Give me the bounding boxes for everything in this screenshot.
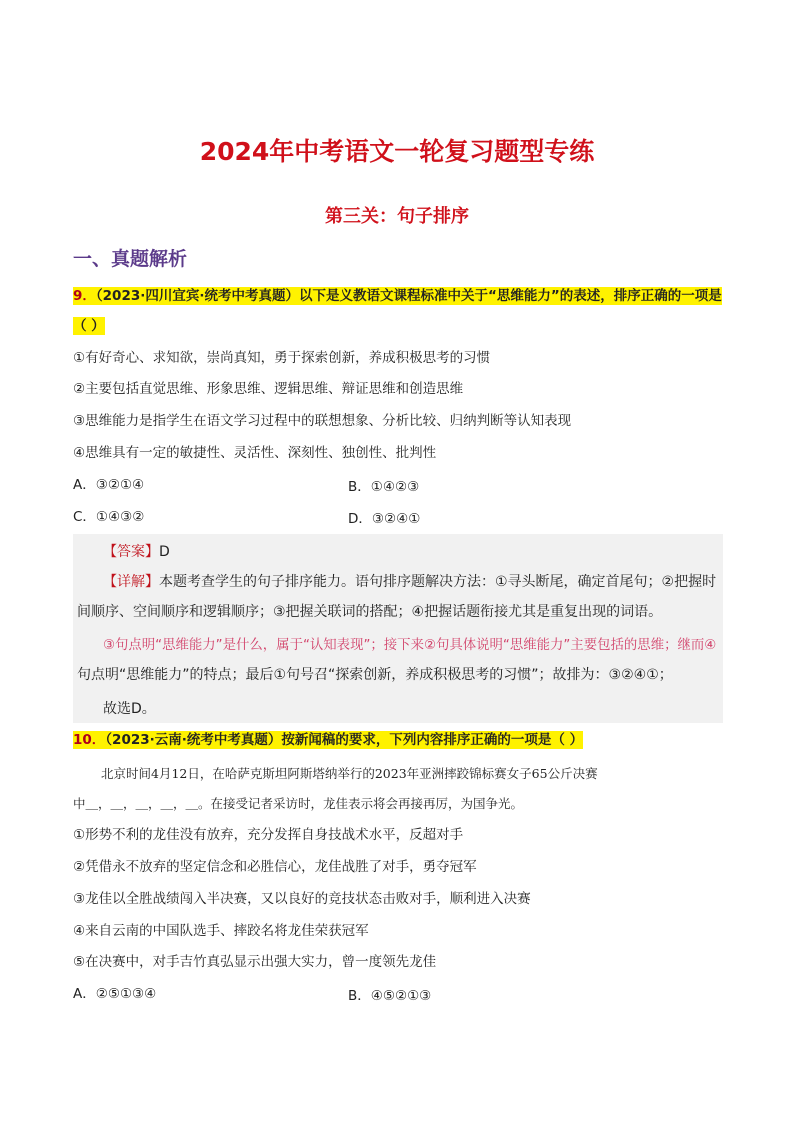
q9-item: ②主要包括直觉思维、形象思维、逻辑思维、辩证思维和创造思维	[73, 381, 464, 397]
q9-option-a: A．③②①④	[73, 477, 145, 493]
q9-paren-line	[73, 316, 105, 336]
detail-line-3: ③句点明“思维能力”是什么，属于“认知表现”；接下来②句具体说明“思维能力”主要包括的思维；继而④	[103, 638, 717, 653]
q10-item: ①形势不利的龙佳没有放弃，充分发挥自身技战术水平，反超对手	[73, 827, 464, 843]
answer-box	[73, 534, 723, 723]
detail-line-1: 【详解】本题考查学生的句子排序能力。语句排序题解决方法：①寻头断尾，确定首尾句；②把握时	[103, 574, 717, 590]
q9-number: 9．	[73, 288, 96, 304]
q10-item: ②凭借永不放弃的坚定信念和必胜信心，龙佳战胜了对手，勇夺冠军	[73, 859, 477, 875]
detail-line-2: 间顺序、空间顺序和逻辑顺序；③把握关联词的搭配；④把握话题衔接尤其是重复出现的词语。	[77, 604, 663, 620]
detail-label: 【详解】	[103, 574, 159, 590]
answer-label: 【答案】	[103, 544, 159, 560]
q10-option-a: A．②⑤①③④	[73, 986, 157, 1002]
detail-line-4: 句点明“思维能力”的特点；最后①句号召“探索创新，养成积极思考的习惯”；故排为：③②④①；	[77, 667, 673, 683]
q10-item: ⑤在决赛中，对手吉竹真弘显示出强大实力，曾一度领先龙佳	[73, 954, 437, 970]
q10-source: （2023·云南·统考中考真题）	[105, 732, 282, 748]
q9-option-c: C．①④③②	[73, 509, 145, 525]
q10-stem: 按新闻稿的要求，下列内容排序正确的一项是（ ）	[281, 732, 584, 748]
section-heading: 一、真题解析	[73, 248, 188, 270]
page-subtitle: 第三关：句子排序	[325, 206, 469, 227]
q9-item: ③思维能力是指学生在语文学习过程中的联想想象、分析比较、归纳判断等认知表现	[73, 413, 572, 429]
q9-stem: 以下是义教语文课程标准中关于“思维能力”的表述，排序正确的一项是	[299, 288, 722, 304]
answer-value: D	[159, 544, 170, 560]
answer-line	[103, 541, 170, 561]
q9-paren: （ ）	[73, 318, 105, 334]
q10-item: ④来自云南的中国队选手、摔跤名将龙佳荣获冠军	[73, 923, 369, 939]
q10-option-b: B．④⑤②①③	[348, 988, 432, 1004]
q10-number: 10．	[73, 732, 106, 748]
q9-option-b: B．①④②③	[348, 479, 420, 495]
q9-option-d: D．③②④①	[348, 511, 421, 527]
page-title: 2024年中考语文一轮复习题型专练	[199, 137, 595, 166]
q10-item: ③龙佳以全胜战绩闯入半决赛，又以良好的竞技状态击败对手，顺利进入决赛	[73, 891, 531, 907]
q9-item: ④思维具有一定的敏捷性、灵活性、深刻性、独创性、批判性	[73, 445, 437, 461]
q10-stem-line	[73, 730, 583, 750]
detail-line-5: 故选D。	[103, 701, 156, 717]
q10-news-line-2: 中＿，＿，＿，＿，＿。在接受记者采访时，龙佳表示将会再接再厉，为国争光。	[73, 796, 524, 811]
q9-source: （2023·四川宜宾·统考中考真题）	[95, 288, 299, 304]
q9-stem-line	[73, 286, 722, 306]
q10-news-line-1: 北京时间4月12日，在哈萨克斯坦阿斯塔纳举行的2023年亚洲摔跤锦标赛女子65公斤决赛	[101, 766, 598, 781]
q9-item: ①有好奇心、求知欲，崇尚真知，勇于探索创新，养成积极思考的习惯	[73, 350, 491, 366]
